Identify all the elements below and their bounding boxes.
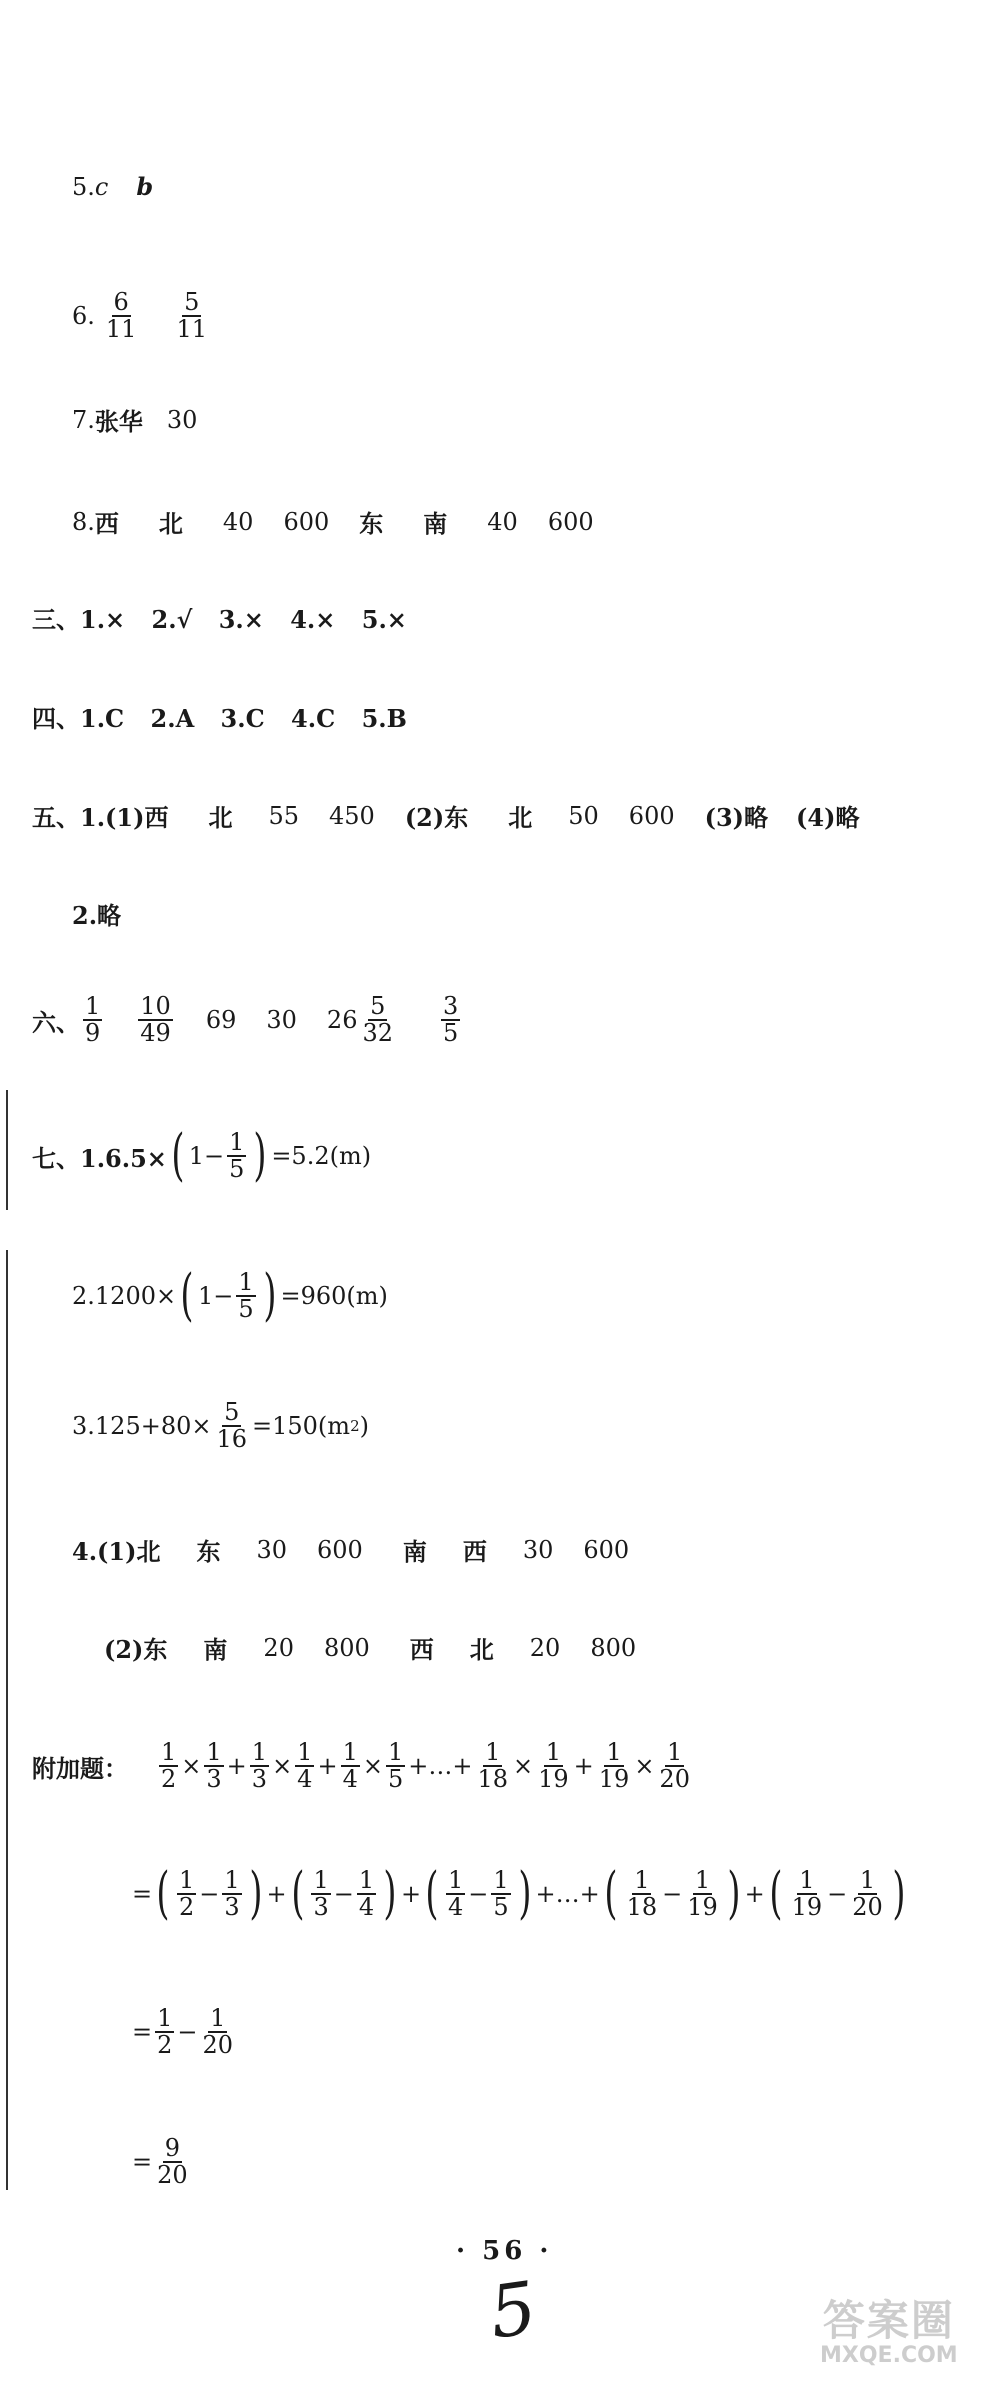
close-paren: )	[359, 1412, 369, 1441]
section-7-part-4-1	[72, 1532, 629, 1567]
fraction: $\frac{1}{18}$	[477, 1738, 508, 1794]
fraction: $\frac{1}{19}$	[538, 1738, 569, 1794]
watermark-line-1: 答案圈	[822, 2296, 955, 2345]
token: 40	[487, 507, 518, 536]
fraction: $\frac{1}{4}$	[358, 1865, 375, 1921]
fraction: $\frac{1}{19}$	[791, 1865, 823, 1921]
answer-a: 张华	[94, 407, 143, 436]
token: (2)东	[404, 803, 469, 832]
fraction: $\frac{1}{2}$	[161, 1738, 177, 1794]
token: 600	[628, 801, 675, 830]
ellipsis: +…+	[535, 1880, 600, 1908]
token: 西	[409, 1635, 434, 1664]
section-5-answers	[32, 798, 859, 833]
answer-7	[72, 402, 197, 437]
token: 50	[568, 801, 599, 830]
token: 800	[323, 1633, 370, 1662]
fraction: $\frac{1}{3}$	[224, 1865, 240, 1921]
margin-line-top	[6, 1090, 8, 1210]
section-6-answers	[32, 994, 463, 1046]
fraction: $\frac{3}{5}$	[443, 992, 459, 1048]
token: 五、1.(1)西	[32, 803, 169, 832]
expr-post: =960(m)	[280, 1282, 388, 1310]
expr-pre: 七、1.6.5×	[32, 1143, 167, 1173]
fraction: $\frac{1}{3}$	[251, 1738, 268, 1794]
left-paren: (	[171, 1123, 185, 1188]
bonus-line-1: 附加题： $\frac{1}{2}$ × $\frac{1}{3}$ + $\frac{1}{3}$ × $\frac{1}{4}$ + $\frac{1}{4}$ × $\frac{1}{5}$ +…+ $\frac{1}{18}$ × $\frac{1}{19}$ + $\frac{1}{19}$ × $\frac{1}{20}$	[32, 1738, 690, 1794]
equals: =	[132, 2148, 153, 2177]
ellipsis: +…+	[408, 1752, 473, 1781]
answer-5	[72, 172, 153, 201]
left-paren: (	[180, 1263, 194, 1328]
fraction: $\frac{5}{32}$	[362, 992, 394, 1048]
token: 4.(1)北	[72, 1537, 161, 1566]
superscript: 2	[350, 1417, 360, 1436]
fraction: $\frac{1}{20}$	[202, 2004, 234, 2060]
fraction: $\frac{1}{19}$	[687, 1865, 718, 1921]
token: 600	[547, 507, 594, 536]
token: 南	[203, 1635, 228, 1664]
section-label: 六、	[32, 1007, 80, 1037]
expr-pre: 3.125+80×	[72, 1412, 212, 1441]
fraction: $\frac{1}{18}$	[626, 1865, 658, 1921]
right-paren: )	[262, 1263, 277, 1328]
fraction: $\frac{1}{2}$	[157, 2004, 173, 2060]
token: 30	[522, 1535, 554, 1564]
section-7-part-1	[32, 1123, 372, 1188]
bonus-label: 附加题：	[32, 1753, 128, 1783]
fraction: $\frac{6}{11}$	[105, 288, 137, 344]
token: 西	[94, 509, 119, 538]
fraction: $\frac{1}{2}$	[178, 1865, 195, 1921]
token: 600	[283, 507, 330, 536]
bonus-line-4	[132, 2136, 193, 2188]
expr-post: =5.2(m)	[271, 1142, 372, 1170]
token: 东	[359, 509, 384, 538]
token: 东	[196, 1537, 221, 1566]
token: 南	[402, 1537, 427, 1566]
fraction: $\frac{1}{20}$	[852, 1865, 883, 1921]
fraction: $\frac{1}{20}$	[659, 1738, 690, 1794]
bonus-line-2: = ( $\frac{1}{2}$ − $\frac{1}{3}$ ) + ( $\frac{1}{3}$ − $\frac{1}{4}$ ) + ( $\frac{1}{4}$ − $\frac{1}{5}$ ) +…+ ( $\frac{1}{18}$ − $\frac{1}{19}$ ) + ( $\frac{1}{19}$ − $\frac{1}{20}$ )	[132, 1861, 906, 1926]
fraction: $\frac{5}{11}$	[176, 288, 207, 344]
token: (3)略	[704, 803, 769, 832]
fraction: $\frac{9}{20}$	[157, 2134, 188, 2190]
answer-b: 30	[166, 405, 198, 434]
value: 30	[266, 1006, 297, 1035]
fraction: $\frac{1}{19}$	[598, 1738, 630, 1794]
num: 7.	[72, 405, 95, 434]
value: 69	[205, 1006, 237, 1035]
mixed-whole: 26	[326, 1006, 358, 1035]
token: 北	[208, 803, 233, 832]
section-7-part-2	[72, 1263, 388, 1328]
expr-one: 1−	[197, 1282, 234, 1310]
token: 南	[423, 509, 448, 538]
token: 600	[583, 1535, 630, 1564]
fraction: $\frac{1}{3}$	[206, 1738, 222, 1794]
margin-line-bottom	[6, 1250, 8, 2190]
token: 30	[256, 1535, 288, 1564]
section-3-answers: 三、1.× 2.√ 3.× 4.× 5.×	[32, 605, 407, 634]
handwritten-mark: 5	[484, 2265, 542, 2355]
section-7-part-3	[72, 1400, 369, 1452]
token: 20	[263, 1633, 294, 1662]
fraction: $\frac{10}{49}$	[140, 992, 171, 1048]
watermark-line-2: MXQE.COM	[820, 2343, 958, 2368]
equals: =	[132, 2018, 153, 2047]
token: 55	[268, 801, 300, 830]
minus: −	[177, 2018, 198, 2047]
fraction: $\frac{1}{4}$	[447, 1865, 464, 1921]
num: 8.	[72, 507, 95, 536]
fraction: $\frac{1}{4}$	[342, 1738, 358, 1794]
token: 600	[317, 1535, 363, 1564]
expr-one: 1−	[188, 1142, 225, 1170]
fraction: $\frac{1}{5}$	[387, 1738, 404, 1794]
answer-a: c	[94, 172, 109, 201]
fraction: $\frac{1}{9}$	[85, 992, 101, 1048]
num: 6.	[72, 302, 95, 331]
token: 北	[469, 1635, 494, 1664]
watermark	[820, 2296, 958, 2371]
token: 450	[329, 801, 375, 830]
expr-pre: 2.1200×	[72, 1282, 177, 1310]
equals: =	[132, 1880, 153, 1908]
token: (4)略	[796, 803, 860, 832]
token: (2)东	[104, 1635, 168, 1664]
fraction: $\frac{1}{5}$	[229, 1127, 245, 1183]
token: 北	[158, 509, 183, 538]
token: 40	[222, 507, 254, 536]
answer-b: b	[136, 172, 154, 201]
answer-8	[72, 504, 594, 539]
token: 西	[462, 1537, 487, 1566]
page-number: · 56 ·	[456, 2236, 553, 2266]
answer-6	[72, 290, 212, 342]
fraction: $\frac{1}{4}$	[297, 1738, 313, 1794]
fraction: $\frac{5}{16}$	[216, 1398, 248, 1454]
fraction: $\frac{1}{3}$	[313, 1865, 329, 1921]
right-paren: )	[253, 1123, 267, 1188]
expr-post: =150(m	[252, 1412, 351, 1441]
fraction: $\frac{1}{5}$	[238, 1267, 254, 1323]
fraction: $\frac{1}{5}$	[493, 1865, 509, 1921]
section-4-answers: 四、1.C 2.A 3.C 4.C 5.B	[32, 704, 407, 733]
token: 20	[529, 1633, 561, 1662]
section-7-part-4-2	[104, 1630, 636, 1665]
token: 800	[590, 1633, 637, 1662]
num: 5.	[72, 172, 95, 201]
token: 北	[508, 803, 533, 832]
bonus-line-3	[132, 2006, 238, 2058]
section-5-part-2: 2.略	[72, 901, 122, 930]
